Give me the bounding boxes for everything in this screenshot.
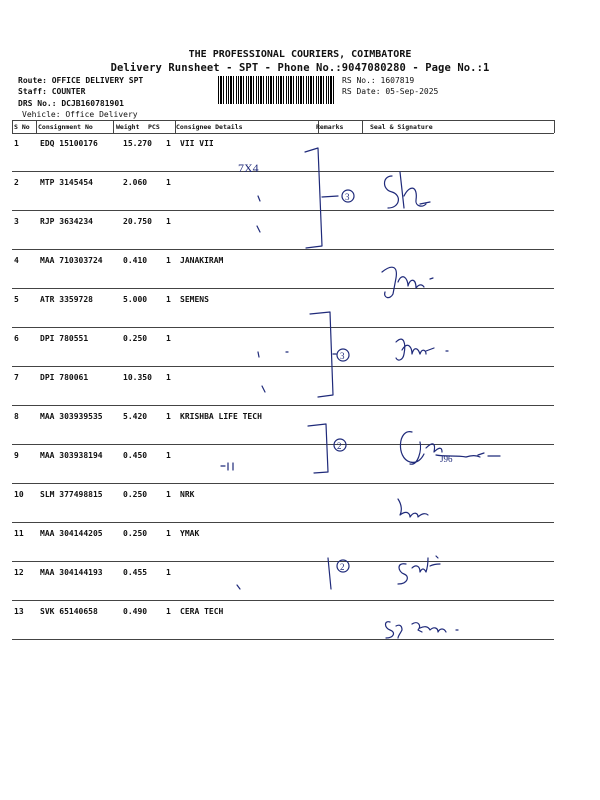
- col-divider: [113, 120, 114, 133]
- row-pcs: 1: [166, 334, 171, 343]
- circle-label: 2: [337, 441, 342, 451]
- row-weight: 0.250: [123, 490, 148, 499]
- table-row: [12, 289, 554, 328]
- row-pcs: 1: [166, 217, 171, 226]
- col-header-weight: Weight: [116, 123, 140, 131]
- route-label: Route: OFFICE DELIVERY SPT: [18, 76, 144, 85]
- row-weight: 2.060: [123, 178, 148, 187]
- barcode-graphic: [218, 76, 336, 104]
- row-consignee: VII VII: [180, 139, 214, 148]
- col-header-remarks: Remarks: [316, 123, 344, 131]
- row-sno: 11: [14, 529, 24, 538]
- rs-date: RS Date: 05-Sep-2025: [342, 87, 439, 96]
- table-row: [12, 133, 554, 172]
- table-row: [12, 562, 554, 601]
- row-consignment-no: DPI 780551: [40, 334, 89, 343]
- row-sno: 1: [14, 139, 19, 148]
- row-consignment-no: SLM 377498815: [40, 490, 103, 499]
- col-header-seal: Seal & Signature: [370, 123, 433, 131]
- table-row: [12, 406, 554, 445]
- row-weight: 5.420: [123, 412, 148, 421]
- row-consignment-no: MAA 303939535: [40, 412, 103, 421]
- row-pcs: 1: [166, 373, 171, 382]
- table-row: [12, 484, 554, 523]
- row-consignment-no: DPI 780061: [40, 373, 89, 382]
- row-consignment-no: MAA 710303724: [40, 256, 103, 265]
- table-row: [12, 523, 554, 562]
- row-pcs: 1: [166, 139, 171, 148]
- row-pcs: 1: [166, 451, 171, 460]
- table-row: [12, 172, 554, 211]
- table-row: [12, 601, 554, 640]
- row-pcs: 1: [166, 412, 171, 421]
- row-pcs: 1: [166, 256, 171, 265]
- row-weight: 15.270: [123, 139, 152, 148]
- company-name: THE PROFESSIONAL COURIERS, COIMBATORE: [188, 49, 412, 60]
- row-sno: 10: [14, 490, 24, 499]
- col-divider: [554, 120, 555, 133]
- row-weight: 0.250: [123, 334, 148, 343]
- row-sno: 8: [14, 412, 19, 421]
- note-row1: 7X4: [238, 161, 259, 175]
- row-weight: 0.455: [123, 568, 148, 577]
- row-consignment-no: RJP 3634234: [40, 217, 93, 226]
- row-weight: 0.250: [123, 529, 148, 538]
- row-sno: 7: [14, 373, 19, 382]
- table-row: [12, 211, 554, 250]
- row-pcs: 1: [166, 295, 171, 304]
- circle-label: 3: [345, 192, 350, 202]
- sig-row9-note: J96: [440, 454, 453, 464]
- staff-label: Staff: COUNTER: [18, 87, 86, 96]
- drs-number: DRS No.: DCJB160781901: [18, 99, 124, 108]
- table-row: [12, 367, 554, 406]
- row-consignment-no: EDQ 15100176: [40, 139, 98, 148]
- row-sno: 2: [14, 178, 19, 187]
- rs-number: RS No.: 1607819: [342, 76, 415, 85]
- row-sno: 13: [14, 607, 24, 616]
- row-consignment-no: MAA 304144193: [40, 568, 103, 577]
- row-consignment-no: ATR 3359728: [40, 295, 93, 304]
- table-row: [12, 250, 554, 289]
- table-row: [12, 445, 554, 484]
- row-pcs: 1: [166, 568, 171, 577]
- row-weight: 0.490: [123, 607, 148, 616]
- row-consignee: NRK: [180, 490, 195, 499]
- col-divider: [36, 120, 37, 133]
- row-consignment-no: MAA 304144205: [40, 529, 103, 538]
- runsheet-title: Delivery Runsheet - SPT - Phone No.:9047080280 - Page No.:1: [110, 62, 490, 74]
- row-pcs: 1: [166, 529, 171, 538]
- row-sno: 9: [14, 451, 19, 460]
- col-header-sno: S No: [14, 123, 30, 131]
- row-weight: 10.350: [123, 373, 152, 382]
- row-weight: 20.750: [123, 217, 152, 226]
- row-consignee: KRISHBA LIFE TECH: [180, 412, 262, 421]
- row-sno: 4: [14, 256, 19, 265]
- col-divider: [12, 120, 13, 133]
- row-consignment-no: MTP 3145454: [40, 178, 93, 187]
- row-consignee: YMAK: [180, 529, 200, 538]
- row-consignee: CERA TECH: [180, 607, 224, 616]
- col-header-pcs: PCS: [148, 123, 160, 131]
- table-row: [12, 328, 554, 367]
- row-weight: 0.450: [123, 451, 148, 460]
- circle-label: 3: [340, 351, 345, 361]
- col-header-consignment: Consignment No: [38, 123, 93, 131]
- row-weight: 0.410: [123, 256, 148, 265]
- table-top-rule: [12, 120, 554, 121]
- col-header-consignee: Consignee Details: [176, 123, 243, 131]
- col-divider: [362, 120, 363, 133]
- row-consignment-no: MAA 303938194: [40, 451, 103, 460]
- row-consignee: SEMENS: [180, 295, 209, 304]
- row-sno: 3: [14, 217, 19, 226]
- row-weight: 5.000: [123, 295, 148, 304]
- row-separator: [12, 639, 554, 640]
- row-sno: 6: [14, 334, 19, 343]
- row-sno: 12: [14, 568, 24, 577]
- row-sno: 5: [14, 295, 19, 304]
- vehicle-label: Vehicle: Office Delivery: [22, 110, 138, 119]
- circle-label: 2: [340, 562, 345, 572]
- row-consignment-no: SVK 65140658: [40, 607, 98, 616]
- row-pcs: 1: [166, 490, 171, 499]
- row-consignee: JANAKIRAM: [180, 256, 224, 265]
- row-pcs: 1: [166, 607, 171, 616]
- row-pcs: 1: [166, 178, 171, 187]
